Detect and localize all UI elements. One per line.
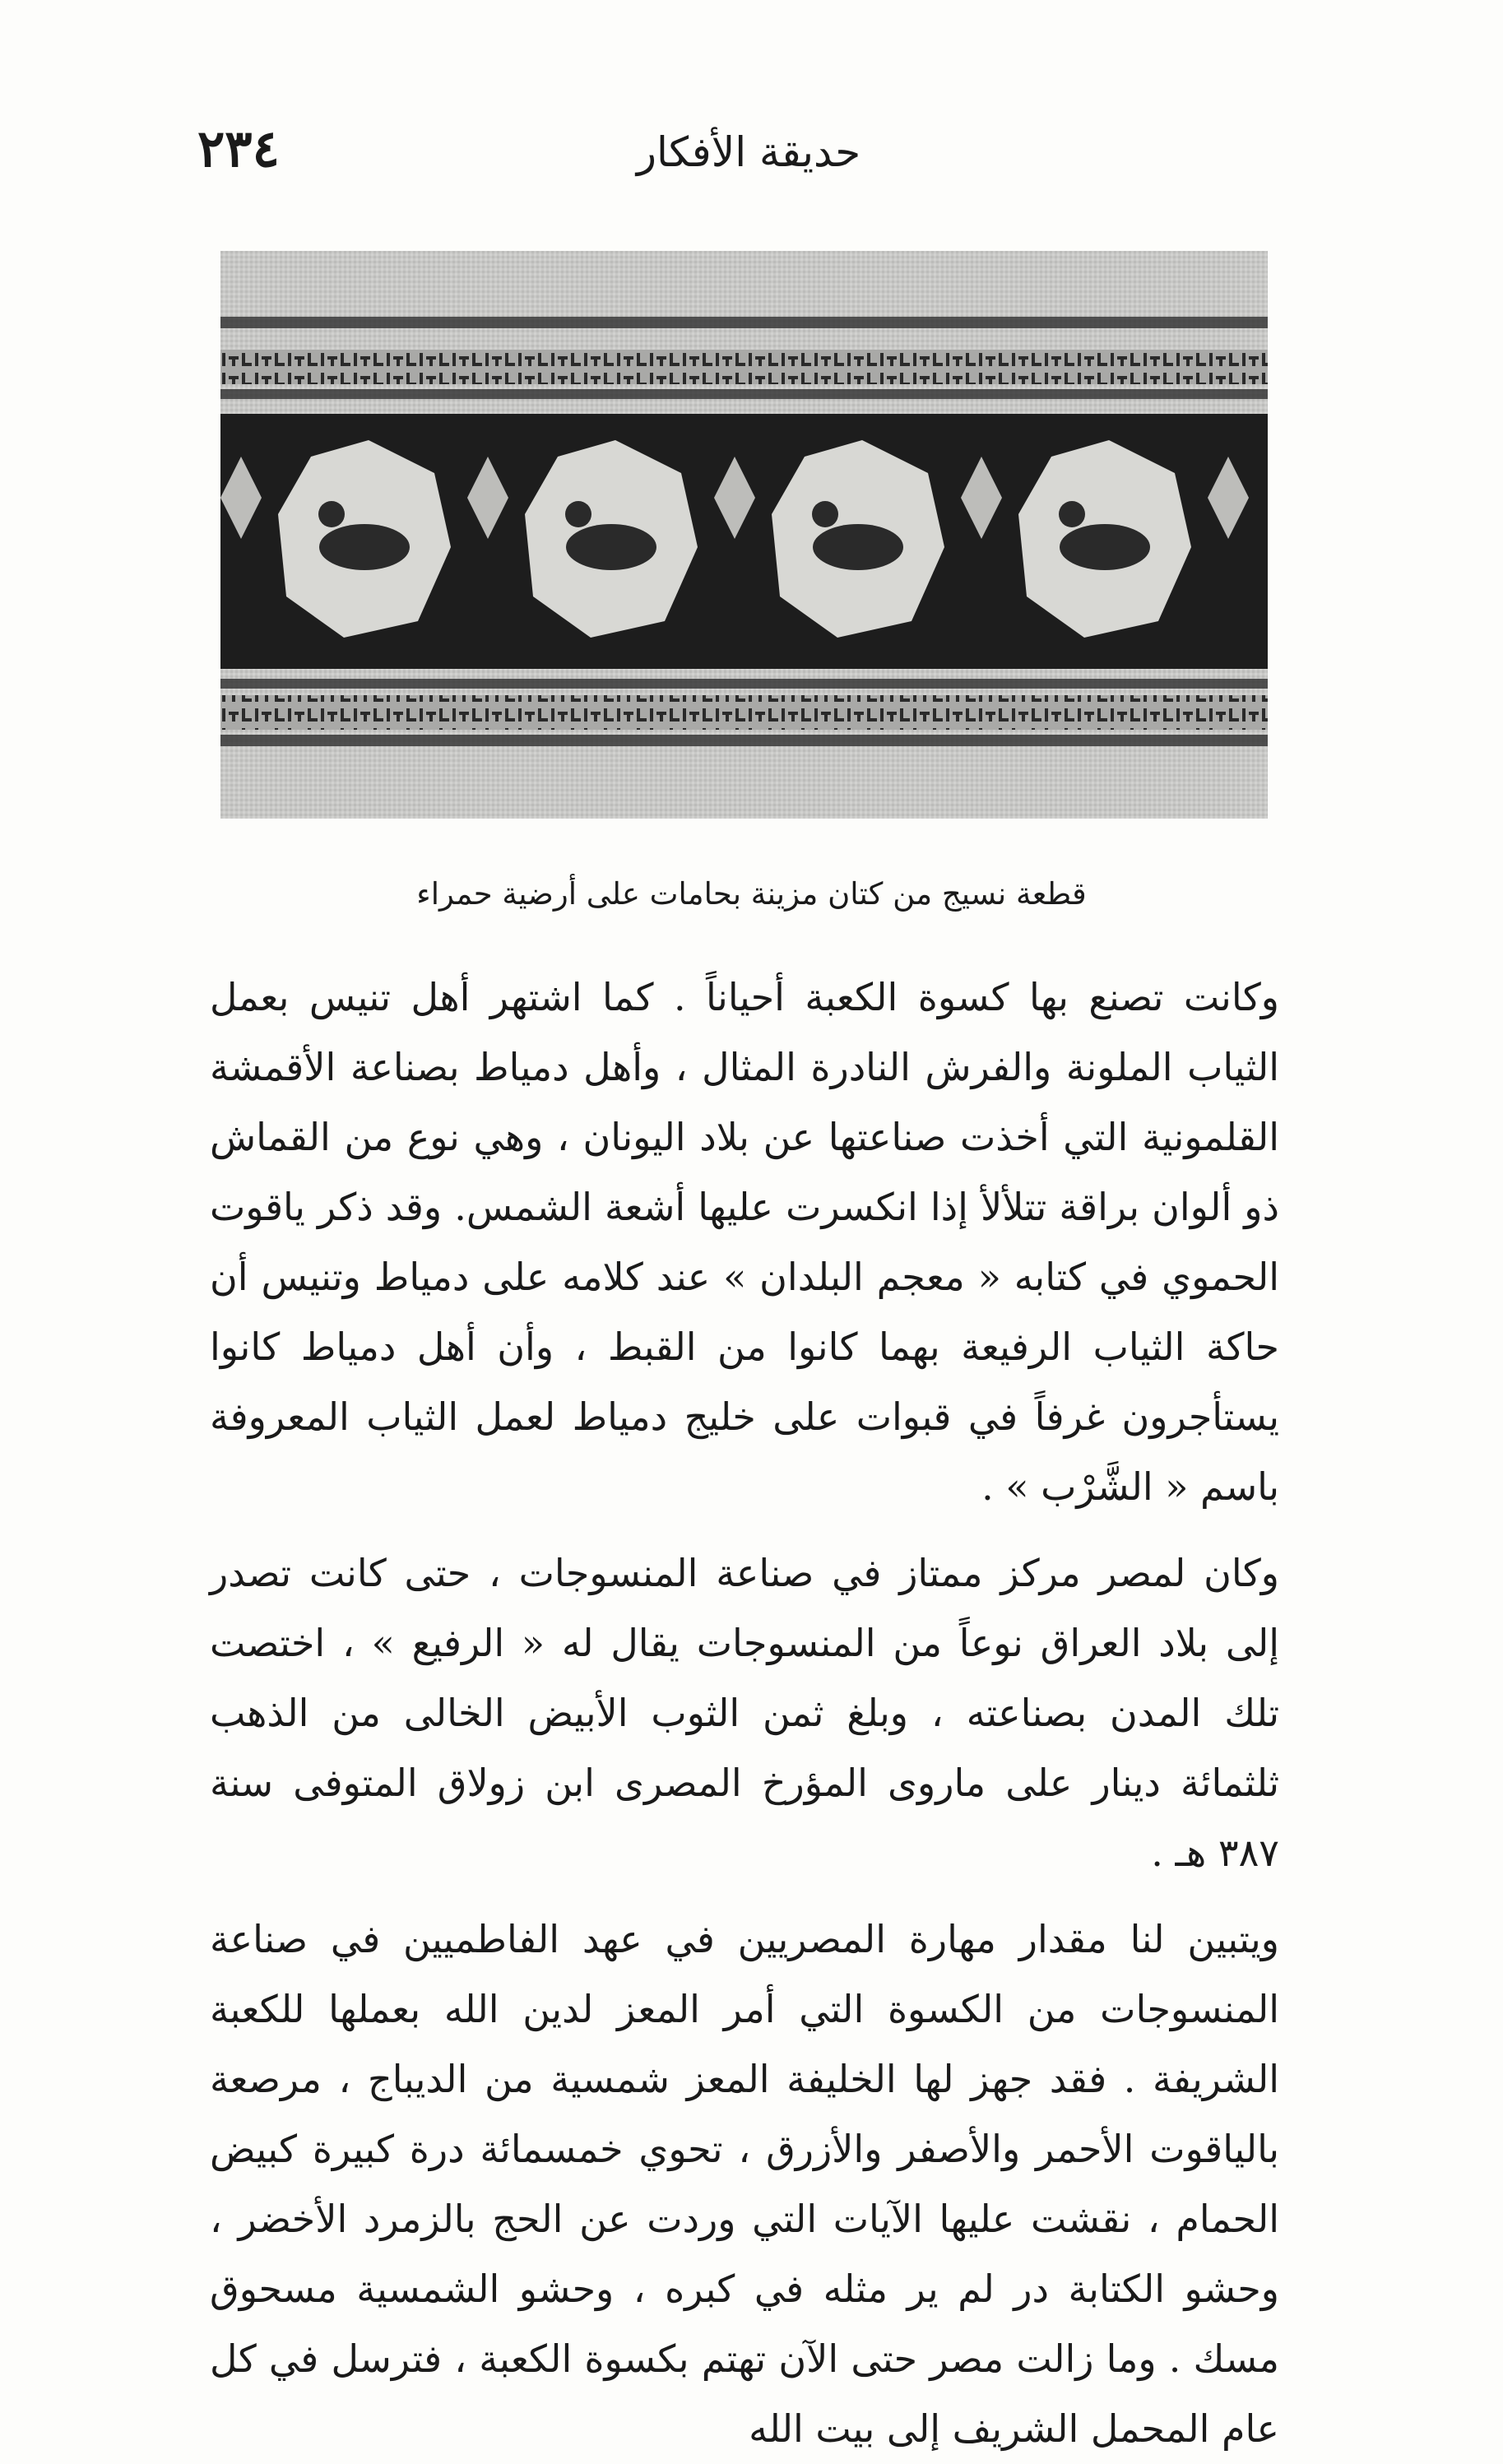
figure-caption: قطعة نسيج من كتان مزينة بحامات على أرضية حمراء — [416, 876, 1087, 912]
paragraph: ويتبين لنا مقدار مهارة المصريين في عهد الفاطميين في صناعة المنسوجات من الكسوة التي أمر المعز لدين الله بعملها للكعبة الشريفة . فقد جهز لها الخليفة المعز شمسية من الديباج ، مرصعة بالياقوت الأحمر والأصفر والأزرق ، تحوي خمسمائة درة كبيرة كبيض الحمام ، نقشت عليها الآيات التي وردت عن الحج بالزمرد الأخضر ، وحشو الكتابة در لم ير مثله في كبره ، وحشو الشمسية مسحوق مسك . وما زالت مصر حتى الآن تهتم بكسوة الكعبة ، فترسل في كل عام المحمل الشريف إلى بيت الله — [210, 1917, 1279, 2451]
textile-photo — [220, 251, 1268, 819]
paragraph: وكانت تصنع بها كسوة الكعبة أحياناً . كما اشتهر أهل تنيس بعمل الثياب الملونة والفرش النادرة المثال ، وأهل دمياط بصناعة الأقمشة القلمونية التي أخذت صناعتها عن بلاد اليونان ، وهي نوع من القماش ذو ألوان براقة تتلألأ إذا انكسرت عليها أشعة الشمس. وقد ذكر ياقوت الحموي في كتابه « معجم البلدان » عند كلامه على دمياط وتنيس أن حاكة الثياب الرفيعة بهما كانوا من القبط ، وأن أهل دمياط كانوا يستأجرون غرفاً في قبوات على خليج دمياط لعمل الثياب المعروفة باسم « الشَّرْب » . — [210, 975, 1279, 1509]
running-head: حديقة الأفكار — [636, 128, 861, 176]
page-number: ٢٣٤ — [197, 118, 280, 179]
body-text — [210, 963, 1279, 2464]
paragraph: وكان لمصر مركز ممتاز في صناعة المنسوجات ، حتى كانت تصدر إلى بلاد العراق نوعاً من المنسوجات يقال له « الرفيع » ، اختصت تلك المدن بصناعته ، وبلغ ثمن الثوب الأبيض الخالى من الذهب ثلثمائة دينار على ماروى المؤرخ المصرى ابن زولاق المتوفى سنة ٣٨٧ هـ . — [210, 1551, 1279, 1875]
